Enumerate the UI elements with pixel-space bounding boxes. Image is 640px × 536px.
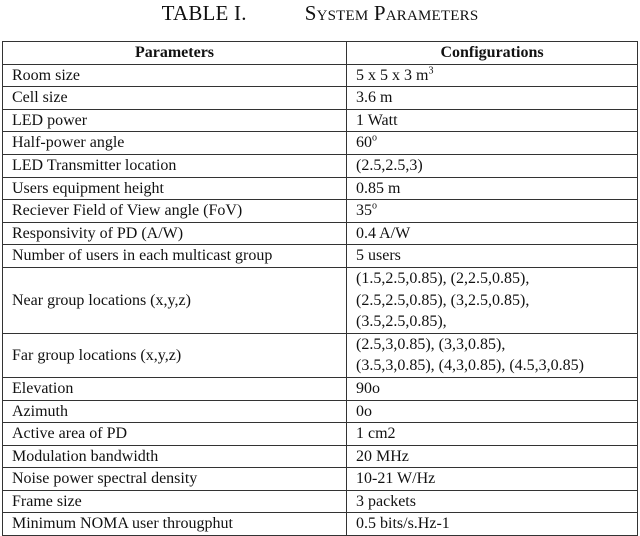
parameter-cell: LED power <box>3 109 347 132</box>
table-title: System Parameters <box>304 1 479 25</box>
parameter-cell: Half-power angle <box>3 132 347 155</box>
configuration-value: 0.4 A/W <box>356 224 411 242</box>
configuration-value: 5 users <box>356 247 401 265</box>
location-line: (1.5,2.5,0.85), (2,2.5,0.85), <box>356 269 530 287</box>
parameter-cell: Near group locations (x,y,z) <box>3 267 347 333</box>
parameter-cell: Frame size <box>3 490 347 513</box>
configuration-cell <box>347 222 638 245</box>
table-row <box>3 132 638 155</box>
table-row <box>3 245 638 268</box>
parameter-cell: Far group locations (x,y,z) <box>3 333 347 377</box>
configuration-value: 1 cm2 <box>356 425 396 443</box>
parameter-cell: Modulation bandwidth <box>3 445 347 468</box>
table-row <box>3 154 638 177</box>
table-header-row <box>3 42 638 65</box>
superscript: 3 <box>428 65 434 77</box>
configuration-value: 3 packets <box>356 492 416 510</box>
table-row <box>3 87 638 110</box>
parameter-cell: Elevation <box>3 377 347 400</box>
configuration-cell <box>347 177 638 200</box>
table-row <box>3 490 638 513</box>
configuration-value: 0.5 bits/s.Hz-1 <box>356 515 450 533</box>
table-number: TABLE I. <box>161 1 247 25</box>
configuration-cell <box>347 490 638 513</box>
parameter-cell: Active area of PD <box>3 423 347 446</box>
configuration-value: 20 MHz <box>356 447 409 465</box>
location-line: (2.5,2.5,0.85), (3,2.5,0.85), <box>356 291 530 309</box>
header-parameters: Parameters <box>3 42 347 65</box>
configuration-value: 10-21 W/Hz <box>356 470 436 488</box>
configuration-cell <box>347 245 638 268</box>
parameter-cell: Cell size <box>3 87 347 110</box>
configuration-cell <box>347 377 638 400</box>
superscript: o <box>372 133 377 145</box>
configuration-cell <box>347 333 638 377</box>
table-row <box>3 109 638 132</box>
table-row <box>3 445 638 468</box>
header-configurations: Configurations <box>347 42 638 65</box>
parameter-cell: Minimum NOMA user througphut <box>3 513 347 536</box>
table-row <box>3 222 638 245</box>
parameter-cell: Reciever Field of View angle (FoV) <box>3 200 347 223</box>
location-line: (3.5,2.5,0.85), <box>356 313 447 331</box>
table-row <box>3 377 638 400</box>
table-row <box>3 64 638 87</box>
table-row <box>3 513 638 536</box>
table-row <box>3 267 638 333</box>
configuration-cell <box>347 132 638 155</box>
parameter-cell: Users equipment height <box>3 177 347 200</box>
location-line: (3.5,3,0.85), (4,3,0.85), (4.5,3,0.85) <box>356 357 584 375</box>
table-row <box>3 423 638 446</box>
table-row <box>3 468 638 491</box>
configuration-cell <box>347 513 638 536</box>
parameter-cell: Room size <box>3 64 347 87</box>
configuration-value: 90o <box>356 379 380 397</box>
parameter-cell: Noise power spectral density <box>3 468 347 491</box>
configuration-cell <box>347 468 638 491</box>
table-row <box>3 400 638 423</box>
configuration-cell <box>347 200 638 223</box>
configuration-value: 35 <box>356 202 372 220</box>
table-row <box>3 177 638 200</box>
configuration-cell <box>347 64 638 87</box>
parameter-cell: Number of users in each multicast group <box>3 245 347 268</box>
configuration-value: (2.5,2.5,3) <box>356 156 423 174</box>
table-row <box>3 200 638 223</box>
location-line: (2.5,3,0.85), (3,3,0.85), <box>356 335 506 353</box>
table-row <box>3 333 638 377</box>
configuration-value: 0.85 m <box>356 179 401 197</box>
configuration-value: 5 x 5 x 3 m <box>356 66 429 84</box>
configuration-cell <box>347 109 638 132</box>
configuration-cell <box>347 400 638 423</box>
parameter-cell: LED Transmitter location <box>3 154 347 177</box>
parameter-cell: Azimuth <box>3 400 347 423</box>
configuration-value: 1 Watt <box>356 111 398 129</box>
configuration-cell <box>347 267 638 333</box>
configuration-cell <box>347 445 638 468</box>
configuration-cell <box>347 87 638 110</box>
system-parameters-table <box>2 41 638 536</box>
configuration-cell <box>347 154 638 177</box>
parameter-cell: Responsivity of PD (A/W) <box>3 222 347 245</box>
configuration-cell <box>347 423 638 446</box>
configuration-value: 3.6 m <box>356 89 393 107</box>
configuration-value: 0o <box>356 402 372 420</box>
table-caption <box>0 0 640 26</box>
configuration-value: 60 <box>356 134 372 152</box>
superscript: o <box>372 200 377 212</box>
